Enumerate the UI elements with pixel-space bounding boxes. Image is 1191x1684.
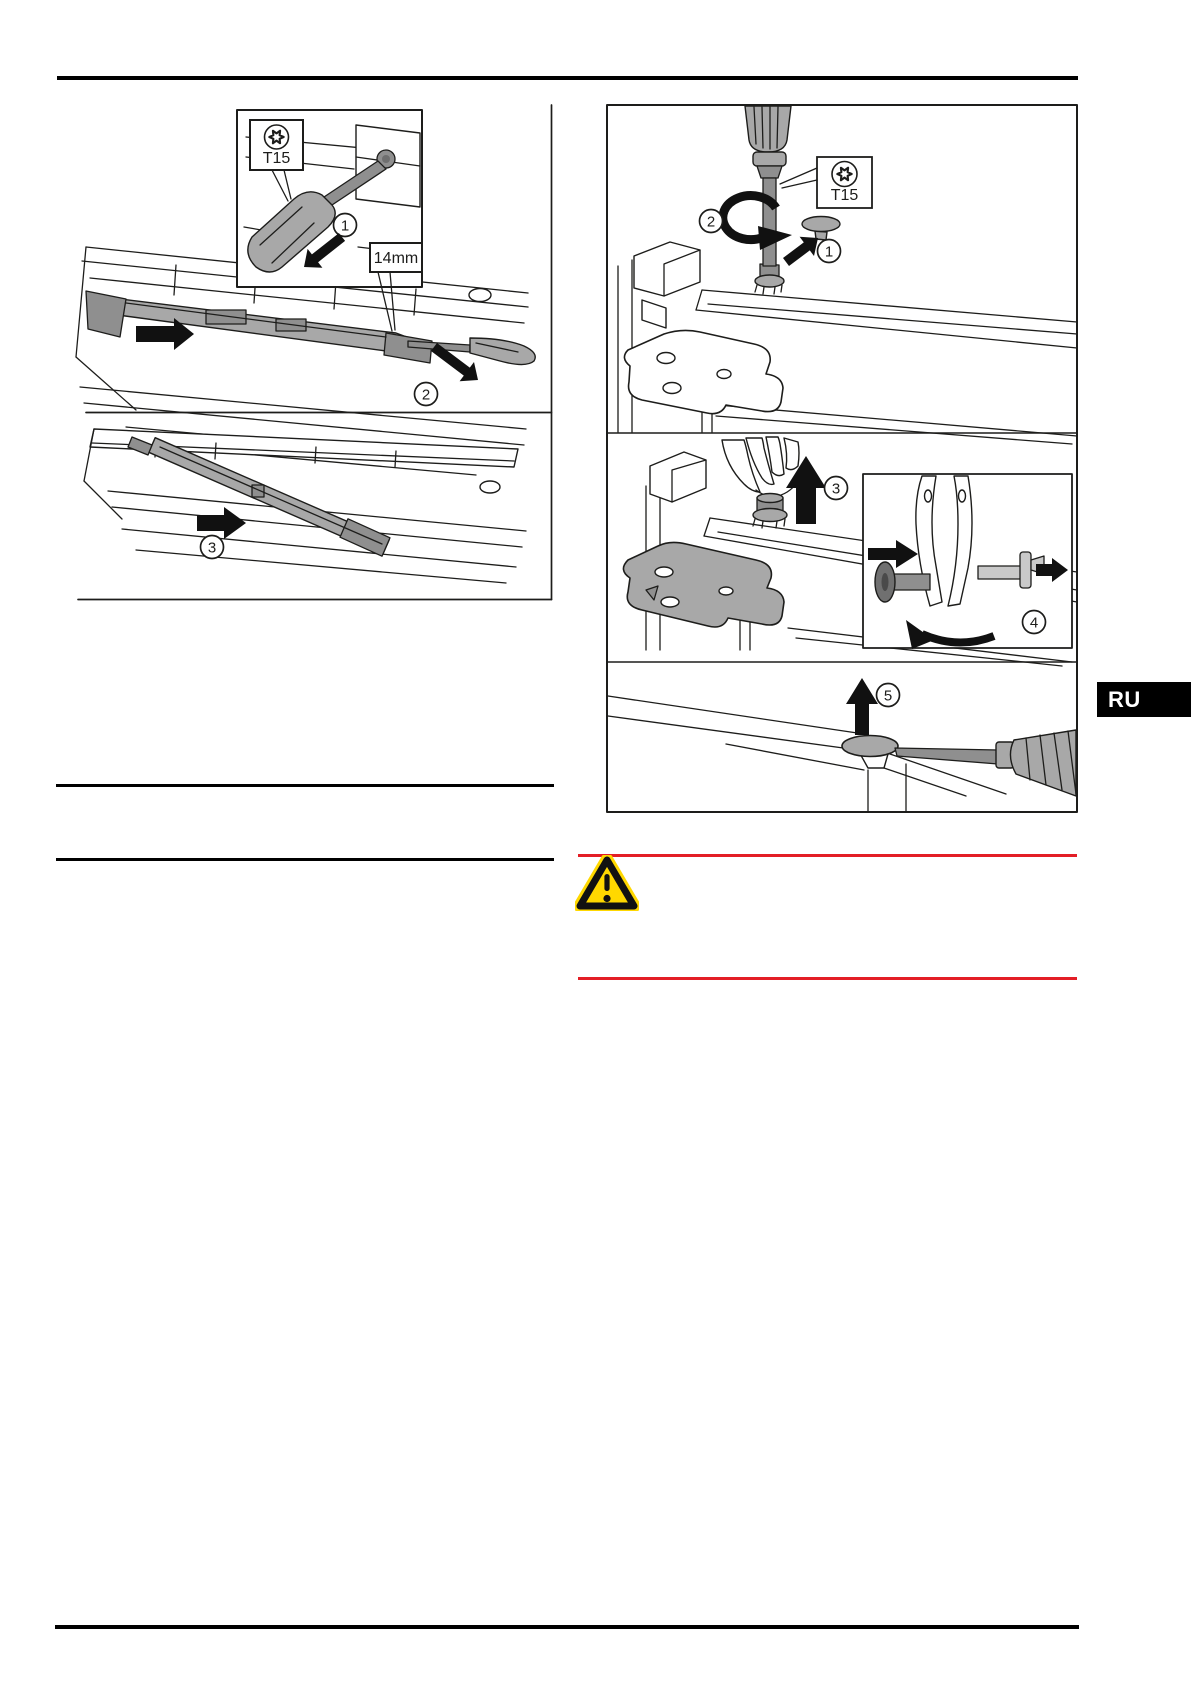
figure-left-rail-removal	[56, 95, 556, 605]
arrow-right-icon	[197, 507, 246, 539]
step-marker-3	[201, 536, 224, 559]
step-marker-2	[415, 383, 438, 406]
inset-pin-removal	[863, 474, 1072, 649]
warning-rule-bottom	[578, 977, 1077, 980]
step-marker-2	[700, 210, 723, 233]
inset-detail-box	[237, 110, 422, 331]
step-marker-3	[825, 477, 848, 500]
cover-cap-part	[842, 736, 898, 757]
step-number: 2	[421, 386, 431, 404]
step-number: 3	[207, 539, 217, 557]
step-number: 1	[340, 217, 350, 235]
step-marker-1	[334, 214, 357, 237]
step-number: 2	[706, 213, 716, 231]
illustration-rail-removed	[84, 429, 526, 583]
step-number: 1	[824, 243, 834, 261]
tool-size-label: T15	[830, 187, 859, 204]
language-tab-ru[interactable]: RU	[1097, 682, 1191, 717]
step-marker-1	[818, 240, 841, 263]
page-rule-top	[57, 76, 1078, 80]
step-marker-4	[1023, 611, 1046, 634]
left-column-rule-1	[56, 784, 554, 787]
page-rule-bottom	[55, 1625, 1079, 1629]
step-marker-5	[877, 684, 900, 707]
warning-triangle-icon	[575, 855, 639, 911]
warning-rule-top	[578, 854, 1077, 857]
dimension-label: 14mm	[373, 250, 419, 267]
step-number: 5	[883, 687, 893, 705]
left-column-rule-2	[56, 858, 554, 861]
step-number: 4	[1029, 614, 1039, 632]
step-number: 3	[831, 480, 841, 498]
figure-right-hinge-removal	[606, 104, 1078, 813]
tool-size-label: T15	[262, 150, 291, 167]
